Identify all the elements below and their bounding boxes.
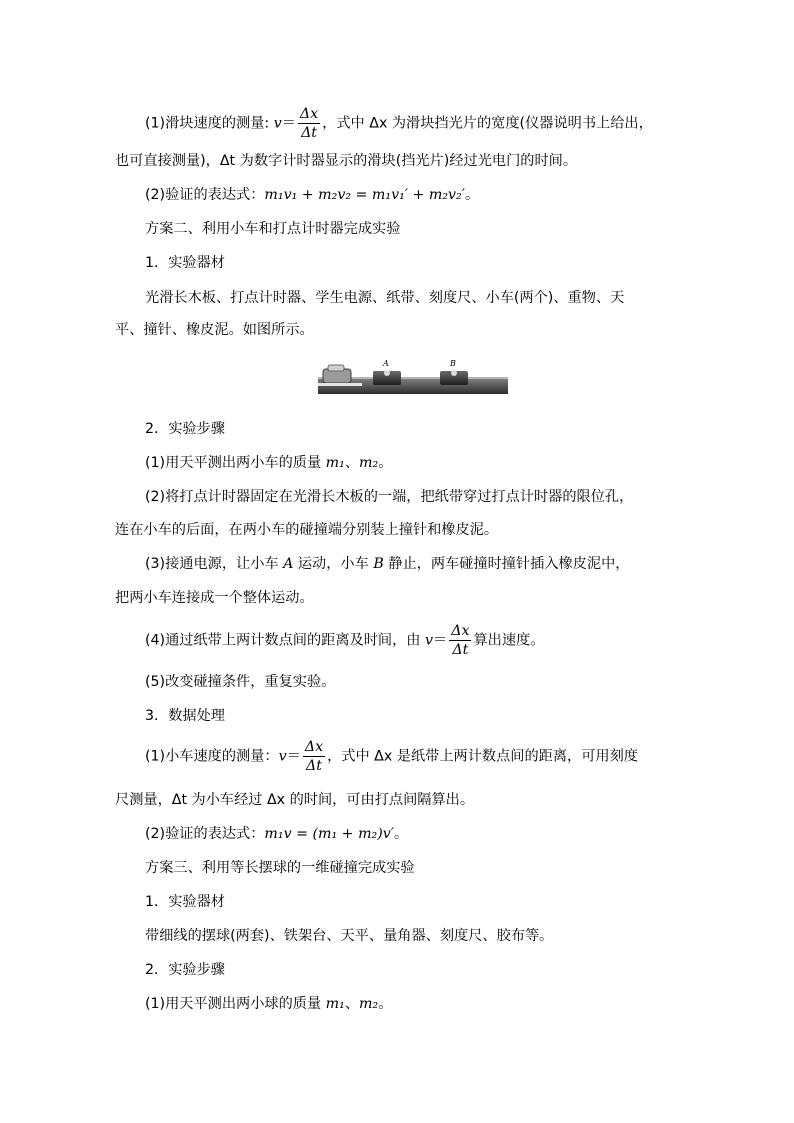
momentum-formula: m₁v₁ + m₂v₂ = m₁v₁′ + m₂v₂′ xyxy=(264,187,465,203)
heading-steps: 2．实验步骤 xyxy=(145,421,225,437)
paragraph-slider-speed: (1)滑块速度的测量: v＝ $\frac{\Delta x}{\Delta t}$ ，式中 Δx 为滑块挡光片的宽度(仪器说明书上给出， xyxy=(145,106,653,141)
processing-1-cont: 尺测量，Δt 为小车经过 Δx 的时间，可由打点间隔算出。 xyxy=(115,792,475,808)
fraction-dx-dt: $\frac{\Delta x}{\Delta t}$ xyxy=(299,106,319,141)
heading-data-processing: 3．数据处理 xyxy=(145,708,225,724)
step-4: (4)通过纸带上两计数点间的距离及时间，由 v＝ $\frac{\Delta x}{\Delta t}$ 算出速度。 xyxy=(145,623,545,658)
label-cart-a: A xyxy=(383,359,389,368)
carts-on-track-figure xyxy=(318,357,508,397)
step-2-cont: 连在小车的后面，在两小车的碰撞端分别装上撞针和橡皮泥。 xyxy=(115,522,499,538)
step-3-1: (1)用天平测出两小球的质量 m₁、m₂。 xyxy=(145,996,393,1012)
heading-steps-3: 2．实验步骤 xyxy=(145,962,225,978)
heading-scheme-2: 方案二、利用小车和打点计时器完成实验 xyxy=(145,221,401,237)
step-1: (1)用天平测出两小车的质量 m₁、m₂。 xyxy=(145,455,393,471)
step-3-cont: 把两小车连接成一个整体运动。 xyxy=(115,590,314,606)
step-2: (2)将打点计时器固定在光滑长木板的一端，把纸带穿过打点计时器的限位孔， xyxy=(145,489,634,505)
heading-equipment-3: 1．实验器材 xyxy=(145,894,225,910)
step-5: (5)改变碰撞条件，重复实验。 xyxy=(145,674,336,690)
paragraph-equipment: 光滑长木板、打点计时器、学生电源、纸带、刻度尺、小车(两个)、重物、天 xyxy=(145,290,625,306)
paragraph-slider-speed-cont: 也可直接测量)，Δt 为数字计时器显示的滑块(挡光片)经过光电门的时间。 xyxy=(115,153,578,169)
processing-1: (1)小车速度的测量：v＝ $\frac{\Delta x}{\Delta t}$ ，式中 Δx 是纸带上两计数点间的距离，可用刻度 xyxy=(145,739,638,774)
momentum-formula: m₁v = (m₁ + m₂)v′ xyxy=(264,826,394,842)
heading-equipment: 1．实验器材 xyxy=(145,255,225,271)
paragraph-equipment-cont: 平、撞针、橡皮泥。如图所示。 xyxy=(115,322,314,338)
fraction-dx-dt: $\frac{\Delta x}{\Delta t}$ xyxy=(304,739,324,774)
paragraph-equipment-3: 带细线的摆球(两套)、铁架台、天平、量角器、刻度尺、胶布等。 xyxy=(145,928,554,944)
fraction-dx-dt: $\frac{\Delta x}{\Delta t}$ xyxy=(451,623,470,658)
step-3: (3)接通电源，让小车 A 运动，小车 B 静止，两车碰撞时撞针插入橡皮泥中， xyxy=(145,556,630,572)
heading-scheme-3: 方案三、利用等长摆球的一维碰撞完成实验 xyxy=(145,860,415,876)
label-cart-b: B xyxy=(450,359,456,368)
processing-2: (2)验证的表达式：m₁v = (m₁ + m₂)v′。 xyxy=(145,826,409,842)
paragraph-verify-expression: (2)验证的表达式：m₁v₁ + m₂v₂ = m₁v₁′ + m₂v₂′。 xyxy=(145,187,480,203)
